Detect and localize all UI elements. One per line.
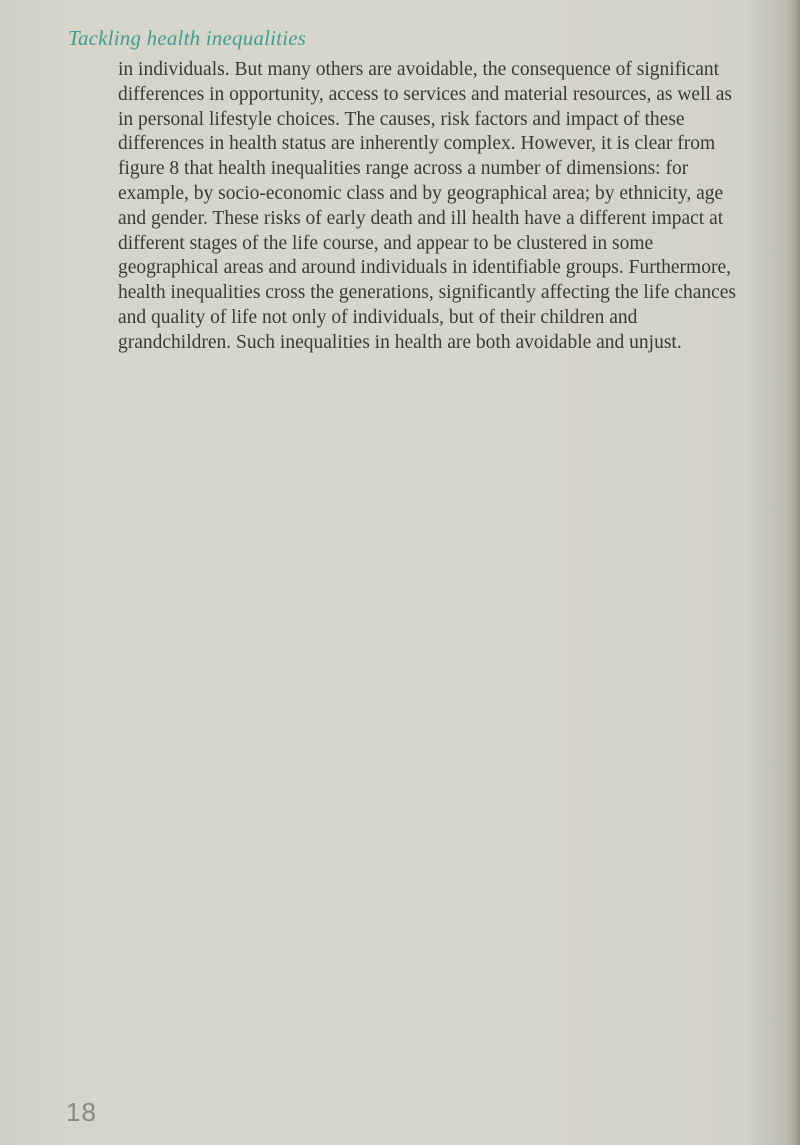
page-number: 18	[66, 1097, 97, 1127]
page-edge-shadow	[786, 0, 800, 1145]
running-head: Tackling health inequalities	[68, 26, 307, 50]
page-edge-line	[796, 0, 797, 1145]
body-paragraph: in individuals. But many others are avoidable, the consequence of significant differences in opportunity, access to services and material resources, as well as in personal lifestyle choices. The causes, risk factors and impact of these differences in health status are inherently complex. However, it is clear from figure 8 that health inequalities range across a number of dimensions: for example, by socio-economic class and by geographical area; by ethnicity, age and gender. These risks of early death and ill health have a different impact at different stages of the life course, and appear to be clustered in some geographical areas and around individuals in identifiable groups. Furthermore, health inequalities cross the generations, significantly affecting the life chances and quality of life not only of individuals, but of their children and grandchildren. Such inequalities in health are both avoidable and unjust.	[118, 59, 737, 353]
